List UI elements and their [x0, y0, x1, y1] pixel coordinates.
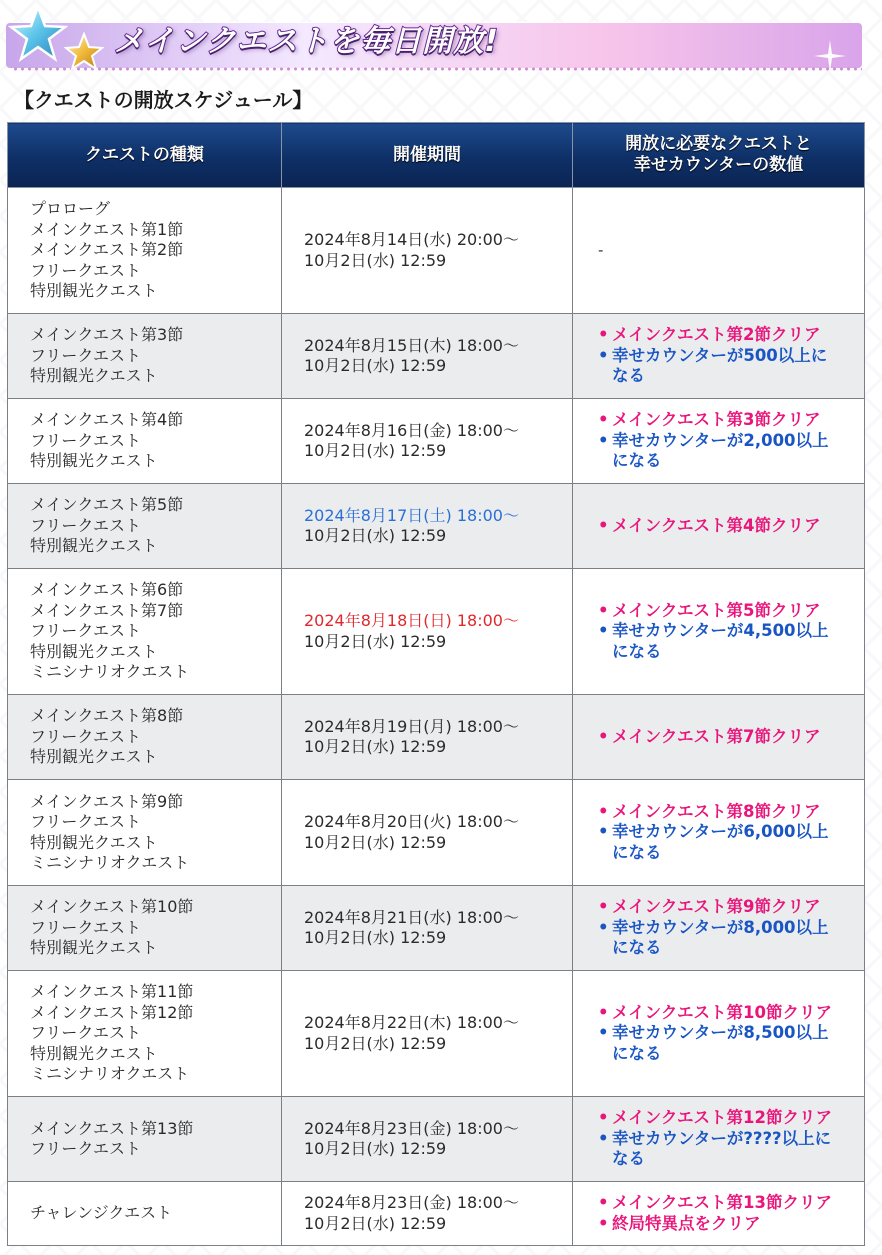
- quest-type-cell: [8, 780, 282, 886]
- period-start: 2024年8月18日(日) 18:00〜: [304, 611, 519, 630]
- quest-type-item: フリークエスト: [30, 621, 142, 641]
- quest-type-item: チャレンジクエスト: [30, 1203, 173, 1223]
- period-start: 2024年8月16日(金) 18:00〜: [304, 420, 519, 440]
- quest-type-item: フリークエスト: [30, 1139, 142, 1158]
- quest-type-item: メインクエスト第9節: [30, 791, 184, 811]
- quest-type-item: ミニシナリオクエスト: [30, 853, 190, 872]
- requirement-item: [598, 918, 864, 959]
- period-end: 10月2日(水) 12:59: [304, 928, 447, 947]
- period-start: 2024年8月15日(木) 18:00〜: [304, 335, 519, 355]
- requirement-text: • メインクエスト第9節クリア: [612, 897, 821, 917]
- period-cell: [282, 314, 573, 399]
- requirement-item: [598, 516, 864, 537]
- quest-type-item: 特別観光クエスト: [30, 1043, 158, 1063]
- period-end: 10月2日(水) 12:59: [304, 1139, 447, 1158]
- quest-type-item: ミニシナリオクエスト: [30, 1064, 190, 1084]
- table-row: [8, 1097, 865, 1182]
- quest-type-item: 特別観光クエスト: [30, 281, 158, 301]
- quest-type-item: 特別観光クエスト: [30, 536, 158, 556]
- header-period: 開催期間: [282, 123, 573, 188]
- table-row: [8, 399, 865, 484]
- quest-type-cell: [8, 314, 282, 399]
- requirement-text-cont: になる: [612, 1043, 662, 1063]
- header-quest-type: クエストの種類: [8, 123, 282, 188]
- period-end: 10月2日(水) 12:59: [304, 1033, 447, 1053]
- requirement-text-cont: なる: [612, 1149, 645, 1169]
- quest-type-item: メインクエスト第11節: [30, 982, 194, 1002]
- requirement-item: [598, 346, 864, 387]
- table-row: [8, 314, 865, 399]
- requirement-item: [598, 1193, 864, 1214]
- quest-type-item: 特別観光クエスト: [30, 747, 158, 767]
- period-end: 10月2日(水) 12:59: [304, 356, 447, 375]
- quest-type-item: フリークエスト: [30, 430, 142, 450]
- period-cell: [282, 1182, 573, 1246]
- period-end: 10月2日(水) 12:59: [304, 441, 447, 460]
- quest-type-item: フリークエスト: [30, 515, 142, 535]
- period-cell: [282, 971, 573, 1097]
- quest-type-item: 特別観光クエスト: [30, 938, 158, 958]
- requirement-text-cont: になる: [612, 641, 662, 661]
- requirement-text: • メインクエスト第3節クリア: [612, 410, 821, 430]
- period-cell: [282, 569, 573, 695]
- requirement-item: [598, 601, 864, 622]
- period-cell: [282, 399, 573, 484]
- period-cell: [282, 1097, 573, 1182]
- period-end: 10月2日(水) 12:59: [304, 250, 447, 270]
- table-row: [8, 780, 865, 886]
- requirements-cell: [573, 780, 865, 886]
- requirements-cell: [573, 484, 865, 569]
- quest-type-item: メインクエスト第12節: [30, 1002, 194, 1022]
- requirements-cell: [573, 188, 865, 314]
- table-row: [8, 188, 865, 314]
- period-start: 2024年8月17日(土) 18:00〜: [304, 505, 519, 525]
- period-start: 2024年8月21日(水) 18:00〜: [304, 907, 519, 927]
- period-cell: [282, 886, 573, 971]
- requirement-item: [598, 802, 864, 823]
- quest-type-item: フリークエスト: [30, 726, 142, 746]
- no-requirement-dash: -: [598, 241, 604, 260]
- requirement-text: • 幸せカウンターが8,000以上: [612, 917, 829, 937]
- quest-type-item: 特別観光クエスト: [30, 366, 158, 386]
- header-requirements: [573, 123, 865, 188]
- period-start: 2024年8月20日(火) 18:00〜: [304, 812, 519, 831]
- quest-type-cell: [8, 886, 282, 971]
- quest-type-item: フリークエスト: [30, 1023, 142, 1043]
- period-cell: [282, 484, 573, 569]
- period-start: 2024年8月23日(金) 18:00〜: [304, 1193, 519, 1212]
- table-row: [8, 971, 865, 1097]
- quest-type-item: フリークエスト: [30, 260, 142, 280]
- quest-type-item: メインクエスト第3節: [30, 325, 184, 345]
- requirement-text: • 幸せカウンターが6,000以上: [612, 822, 829, 842]
- quest-type-item: ミニシナリオクエスト: [30, 662, 190, 682]
- quest-type-item: メインクエスト第10節: [30, 897, 194, 917]
- quest-type-item: 特別観光クエスト: [30, 832, 158, 852]
- requirement-text: • 幸せカウンターが8,500以上: [612, 1023, 829, 1043]
- period-cell: [282, 188, 573, 314]
- quest-type-item: メインクエスト第8節: [30, 706, 184, 726]
- table-row: [8, 484, 865, 569]
- requirement-item: [598, 1003, 864, 1024]
- quest-type-cell: [8, 484, 282, 569]
- star-icon: [8, 4, 68, 64]
- requirements-cell: [573, 399, 865, 484]
- requirement-text: • 幸せカウンターが????以上に: [612, 1128, 832, 1148]
- requirement-item: [598, 727, 864, 748]
- requirement-text: • 幸せカウンターが500以上に: [612, 345, 828, 365]
- requirement-item: [598, 1129, 864, 1170]
- quest-type-item: メインクエスト第6節: [30, 580, 184, 600]
- quest-type-item: プロローグ: [30, 199, 111, 219]
- table-row: [8, 1182, 865, 1246]
- requirement-item: [598, 621, 864, 662]
- quest-type-item: メインクエスト第1節: [30, 219, 184, 239]
- requirement-item: [598, 431, 864, 472]
- requirement-text: • メインクエスト第8節クリア: [612, 801, 821, 821]
- banner: [6, 4, 862, 76]
- requirement-text: • メインクエスト第10節クリア: [612, 1002, 832, 1022]
- quest-type-cell: [8, 971, 282, 1097]
- period-end: 10月2日(水) 12:59: [304, 526, 447, 545]
- requirement-item: [598, 897, 864, 918]
- quest-type-item: メインクエスト第7節: [30, 600, 184, 620]
- period-cell: [282, 695, 573, 780]
- period-start: 2024年8月22日(木) 18:00〜: [304, 1013, 519, 1032]
- requirement-text-cont: になる: [612, 451, 662, 471]
- quest-type-item: メインクエスト第13節: [30, 1118, 194, 1138]
- requirement-text: • メインクエスト第2節クリア: [612, 325, 821, 345]
- requirement-text: • メインクエスト第5節クリア: [612, 600, 821, 620]
- section-title: 【クエストの開放スケジュール】: [14, 88, 313, 112]
- sparkle-icon: [812, 38, 848, 74]
- requirement-text: • 幸せカウンターが4,500以上: [612, 621, 829, 641]
- table-body: [8, 188, 865, 1246]
- requirement-item: [598, 325, 864, 346]
- quest-type-item: 特別観光クエスト: [30, 641, 158, 661]
- quest-type-item: 特別観光クエスト: [30, 451, 158, 471]
- header-requirements-line2: 幸せカウンターの数値: [633, 155, 804, 175]
- quest-type-cell: [8, 695, 282, 780]
- requirement-text: • 幸せカウンターが2,000以上: [612, 430, 829, 450]
- requirements-cell: [573, 314, 865, 399]
- requirement-item: [598, 1214, 864, 1235]
- quest-type-item: メインクエスト第4節: [30, 410, 184, 430]
- requirements-cell: [573, 695, 865, 780]
- quest-type-cell: [8, 1097, 282, 1182]
- requirement-item: [598, 822, 864, 863]
- quest-type-item: メインクエスト第5節: [30, 495, 184, 515]
- requirements-cell: [573, 1097, 865, 1182]
- requirement-text: • メインクエスト第13節クリア: [612, 1193, 832, 1212]
- table-row: [8, 886, 865, 971]
- period-cell: [282, 780, 573, 886]
- banner-dotted-line: [12, 66, 862, 72]
- requirements-cell: [573, 1182, 865, 1246]
- quest-type-item: フリークエスト: [30, 917, 142, 937]
- requirements-cell: [573, 569, 865, 695]
- requirements-cell: [573, 886, 865, 971]
- requirement-item: [598, 1108, 864, 1129]
- table-row: [8, 569, 865, 695]
- period-end: 10月2日(水) 12:59: [304, 737, 447, 756]
- requirement-text-cont: になる: [612, 938, 662, 958]
- requirements-cell: [573, 971, 865, 1097]
- star-icon: [64, 32, 104, 72]
- period-start: 2024年8月19日(月) 18:00〜: [304, 716, 519, 736]
- requirement-item: [598, 410, 864, 431]
- quest-type-cell: [8, 569, 282, 695]
- quest-type-item: フリークエスト: [30, 812, 142, 831]
- schedule-table: [7, 122, 865, 1246]
- requirement-text: • メインクエスト第7節クリア: [612, 726, 821, 746]
- requirement-text: • メインクエスト第12節クリア: [612, 1108, 832, 1128]
- period-start: 2024年8月14日(水) 20:00〜: [304, 230, 519, 249]
- requirement-item: [598, 1023, 864, 1064]
- quest-type-cell: [8, 188, 282, 314]
- table-row: [8, 695, 865, 780]
- period-end: 10月2日(水) 12:59: [304, 631, 447, 651]
- period-start: 2024年8月23日(金) 18:00〜: [304, 1118, 519, 1138]
- requirement-text-cont: なる: [612, 366, 645, 386]
- quest-type-cell: [8, 1182, 282, 1246]
- requirement-text-cont: になる: [612, 842, 662, 862]
- quest-type-item: フリークエスト: [30, 345, 142, 365]
- banner-title: メインクエストを毎日開放!: [114, 24, 499, 59]
- header-requirements-line1: 開放に必要なクエストと: [625, 134, 812, 154]
- quest-type-item: メインクエスト第2節: [30, 240, 184, 260]
- table-header-row: [8, 123, 865, 188]
- period-end: 10月2日(水) 12:59: [304, 1213, 447, 1233]
- quest-type-cell: [8, 399, 282, 484]
- requirement-text: • 終局特異点をクリア: [612, 1213, 761, 1233]
- requirement-text: • メインクエスト第4節クリア: [612, 515, 821, 535]
- period-end: 10月2日(水) 12:59: [304, 832, 447, 852]
